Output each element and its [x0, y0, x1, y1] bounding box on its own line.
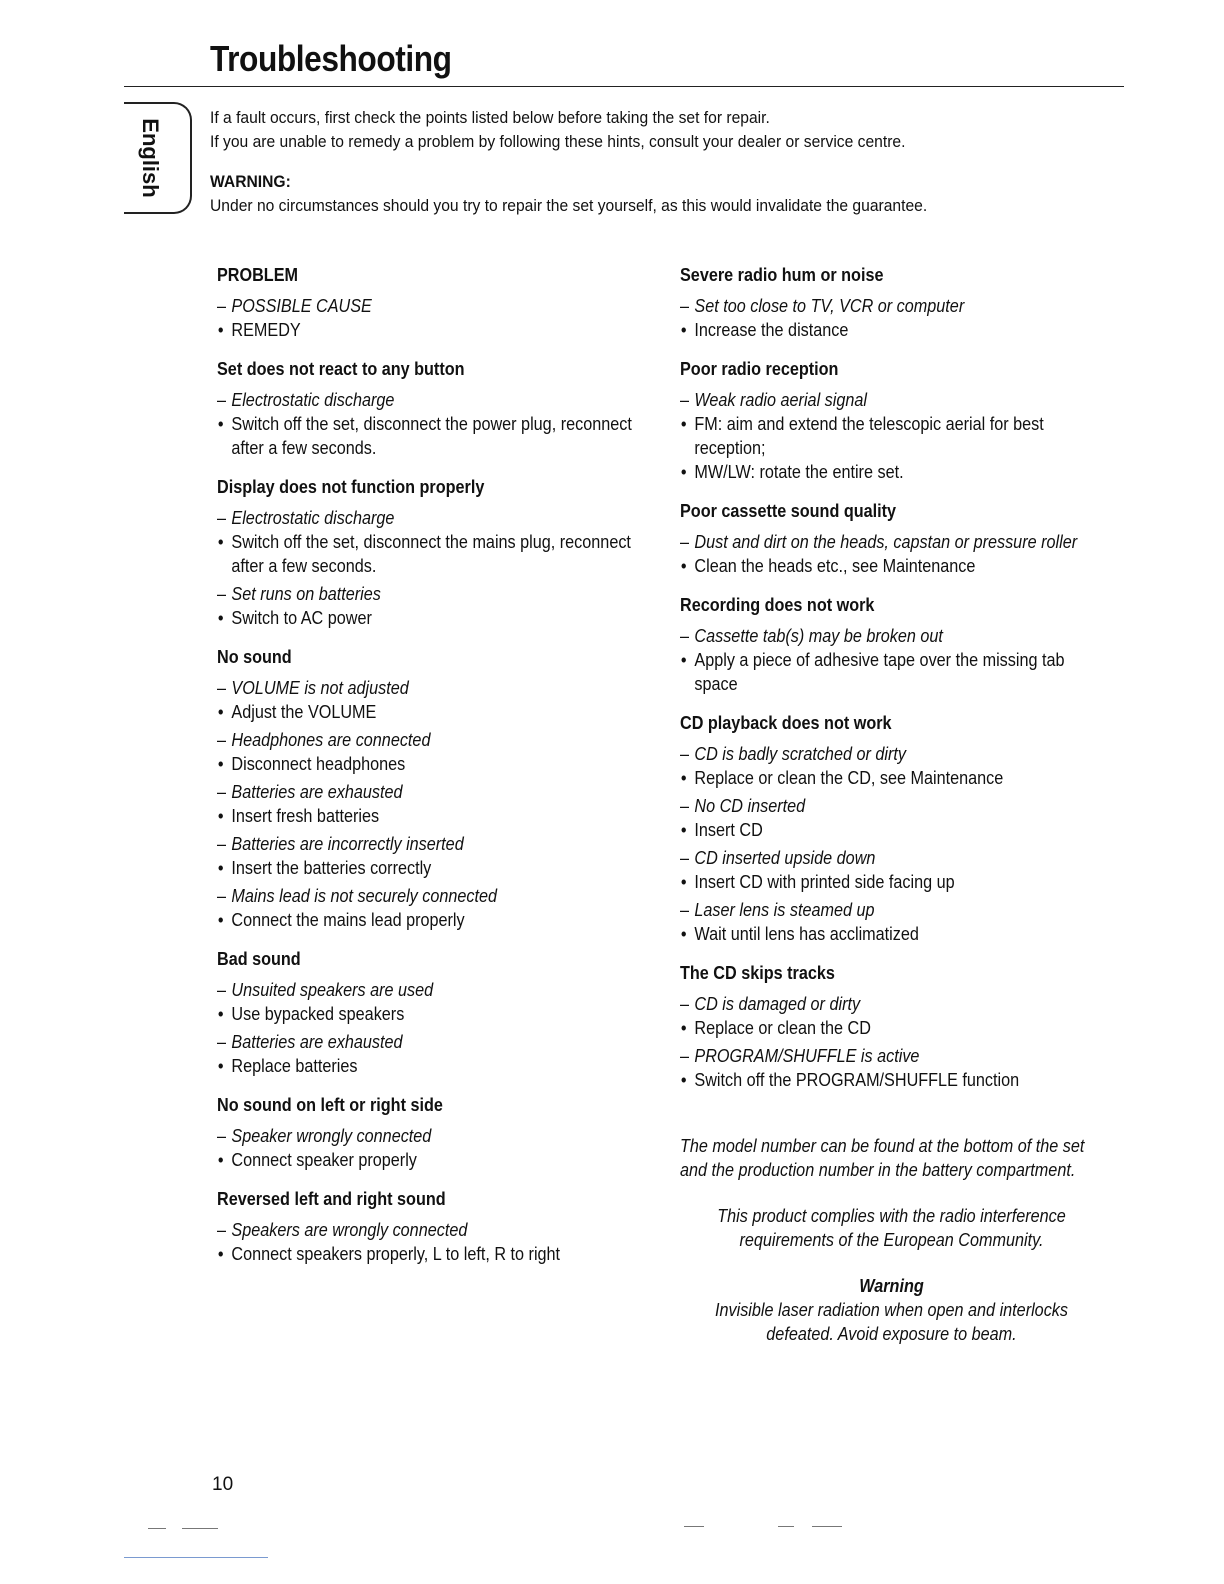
cause-remedy-group	[680, 992, 1103, 1040]
possible-cause: – Headphones are connected	[217, 728, 640, 752]
left-column	[217, 262, 640, 1280]
problem-heading: Recording does not work	[680, 595, 875, 615]
possible-cause: – Batteries are incorrectly inserted	[217, 832, 640, 856]
problem-heading: The CD skips tracks	[680, 963, 835, 983]
cause-remedy-group	[217, 780, 640, 828]
possible-cause: – Cassette tab(s) may be broken out	[680, 624, 1103, 648]
remedy: • Disconnect headphones	[217, 752, 640, 776]
possible-cause: – No CD inserted	[680, 794, 1103, 818]
cause-remedy-group	[680, 388, 1103, 484]
remedy: • Insert CD	[680, 818, 1103, 842]
problem-heading: Display does not function properly	[217, 477, 485, 497]
possible-cause: – PROGRAM/SHUFFLE is active	[680, 1044, 1103, 1068]
remedy: • Switch to AC power	[217, 606, 640, 630]
warning-heading: WARNING:	[210, 172, 291, 191]
problem-section	[217, 1092, 640, 1172]
possible-cause: – Unsuited speakers are used	[217, 978, 640, 1002]
laser-warning-text: Invisible laser radiation when open and interlocks defeated. Avoid exposure to beam.	[714, 1300, 1068, 1344]
cause-remedy-group	[217, 978, 640, 1026]
legend-remedy: • REMEDY	[217, 318, 640, 342]
cause-remedy-group	[680, 624, 1103, 696]
language-tab-label: English	[138, 118, 163, 198]
scan-mark	[148, 1528, 166, 1529]
remedy: • Use bypacked speakers	[217, 1002, 640, 1026]
possible-cause: – CD inserted upside down	[680, 846, 1103, 870]
cause-remedy-group	[217, 506, 640, 578]
problem-heading: Poor radio reception	[680, 359, 839, 379]
possible-cause: – Set too close to TV, VCR or computer	[680, 294, 1103, 318]
problem-section	[680, 498, 1103, 578]
problem-section	[217, 946, 640, 1078]
intro-line-1: If a fault occurs, first check the points listed below before taking the set for repair.	[210, 108, 770, 127]
scan-mark	[778, 1526, 794, 1527]
remedy: • Replace or clean the CD, see Maintenance	[680, 766, 1103, 790]
laser-warning	[680, 1274, 1103, 1346]
remedy: • Switch off the set, disconnect the mains plug, reconnect after a few seconds.	[217, 530, 640, 578]
problem-heading: Bad sound	[217, 949, 301, 969]
possible-cause: – Speakers are wrongly connected	[217, 1218, 640, 1242]
possible-cause: – CD is badly scratched or dirty	[680, 742, 1103, 766]
cause-remedy-group	[217, 1030, 640, 1078]
remedy: • Apply a piece of adhesive tape over the missing tab space	[680, 648, 1103, 696]
cause-remedy-group	[680, 898, 1103, 946]
problem-section	[680, 960, 1103, 1092]
cause-remedy-group	[217, 1124, 640, 1172]
problem-heading: Set does not react to any button	[217, 359, 465, 379]
scan-mark	[684, 1526, 704, 1527]
remedy: • Connect speaker properly	[217, 1148, 640, 1172]
remedy: • Replace batteries	[217, 1054, 640, 1078]
remedy: • Connect speakers properly, L to left, R to right	[217, 1242, 640, 1266]
problem-section	[680, 710, 1103, 946]
possible-cause: – Electrostatic discharge	[217, 388, 640, 412]
remedy: • Wait until lens has acclimatized	[680, 922, 1103, 946]
cause-remedy-group	[217, 676, 640, 724]
scan-mark	[182, 1528, 218, 1529]
warning-text: Under no circumstances should you try to repair the set yourself, as this would invalidate the guarantee.	[210, 196, 928, 215]
cause-remedy-group	[217, 388, 640, 460]
possible-cause: – Batteries are exhausted	[217, 780, 640, 804]
intro-block	[210, 106, 1020, 218]
right-column	[680, 262, 1103, 1106]
model-number-note: The model number can be found at the bottom of the set and the production number in the battery compartment.	[680, 1136, 1085, 1180]
cause-remedy-group	[680, 1044, 1103, 1092]
problem-section	[217, 356, 640, 460]
remedy: • Connect the mains lead properly	[217, 908, 640, 932]
remedy: • FM: aim and extend the telescopic aerial for best reception;	[680, 412, 1103, 460]
cause-remedy-group	[217, 1218, 640, 1266]
legend-cause: – POSSIBLE CAUSE	[217, 294, 640, 318]
cause-remedy-group	[217, 884, 640, 932]
problem-section	[217, 474, 640, 630]
possible-cause: – VOLUME is not adjusted	[217, 676, 640, 700]
cause-remedy-group	[680, 846, 1103, 894]
problem-section	[217, 644, 640, 932]
compliance-note: This product complies with the radio interference requirements of the European Community.	[717, 1206, 1066, 1250]
remedy: • Switch off the set, disconnect the power plug, reconnect after a few seconds.	[217, 412, 640, 460]
cause-remedy-group	[680, 794, 1103, 842]
possible-cause: – Weak radio aerial signal	[680, 388, 1103, 412]
legend-section	[217, 262, 640, 342]
intro-line-2: If you are unable to remedy a problem by following these hints, consult your dealer or service centre.	[210, 132, 906, 151]
page-title: Troubleshooting	[210, 38, 452, 79]
possible-cause: – Batteries are exhausted	[217, 1030, 640, 1054]
remedy: • Switch off the PROGRAM/SHUFFLE function	[680, 1068, 1103, 1092]
possible-cause: – CD is damaged or dirty	[680, 992, 1103, 1016]
problem-heading: Severe radio hum or noise	[680, 265, 884, 285]
cause-remedy-group	[217, 832, 640, 880]
remedy: • Increase the distance	[680, 318, 1103, 342]
title-rule	[124, 86, 1124, 87]
cause-remedy-group	[680, 530, 1103, 578]
problem-heading: Poor cassette sound quality	[680, 501, 897, 521]
problem-section	[680, 356, 1103, 484]
cause-remedy-group	[217, 728, 640, 776]
problem-heading: CD playback does not work	[680, 713, 892, 733]
scan-mark	[812, 1526, 842, 1527]
possible-cause: – Speaker wrongly connected	[217, 1124, 640, 1148]
possible-cause: – Mains lead is not securely connected	[217, 884, 640, 908]
remedy: • Clean the heads etc., see Maintenance	[680, 554, 1103, 578]
remedy: • MW/LW: rotate the entire set.	[680, 460, 1103, 484]
remedy: • Replace or clean the CD	[680, 1016, 1103, 1040]
scan-edge-line	[124, 1557, 268, 1558]
legend-heading: PROBLEM	[217, 265, 298, 285]
remedy: • Adjust the VOLUME	[217, 700, 640, 724]
problem-section	[680, 592, 1103, 696]
problem-section	[217, 1186, 640, 1266]
possible-cause: – Electrostatic discharge	[217, 506, 640, 530]
laser-warning-heading: Warning	[859, 1276, 924, 1296]
cause-remedy-group	[217, 582, 640, 630]
problem-section	[680, 262, 1103, 342]
cause-remedy-group	[680, 742, 1103, 790]
cause-remedy-group	[680, 294, 1103, 342]
possible-cause: – Laser lens is steamed up	[680, 898, 1103, 922]
remedy: • Insert the batteries correctly	[217, 856, 640, 880]
problem-heading: No sound	[217, 647, 292, 667]
possible-cause: – Set runs on batteries	[217, 582, 640, 606]
possible-cause: – Dust and dirt on the heads, capstan or pressure roller	[680, 530, 1103, 554]
remedy: • Insert CD with printed side facing up	[680, 870, 1103, 894]
page-number: 10	[212, 1474, 234, 1495]
problem-heading: Reversed left and right sound	[217, 1189, 446, 1209]
remedy: • Insert fresh batteries	[217, 804, 640, 828]
problem-heading: No sound on left or right side	[217, 1095, 443, 1115]
